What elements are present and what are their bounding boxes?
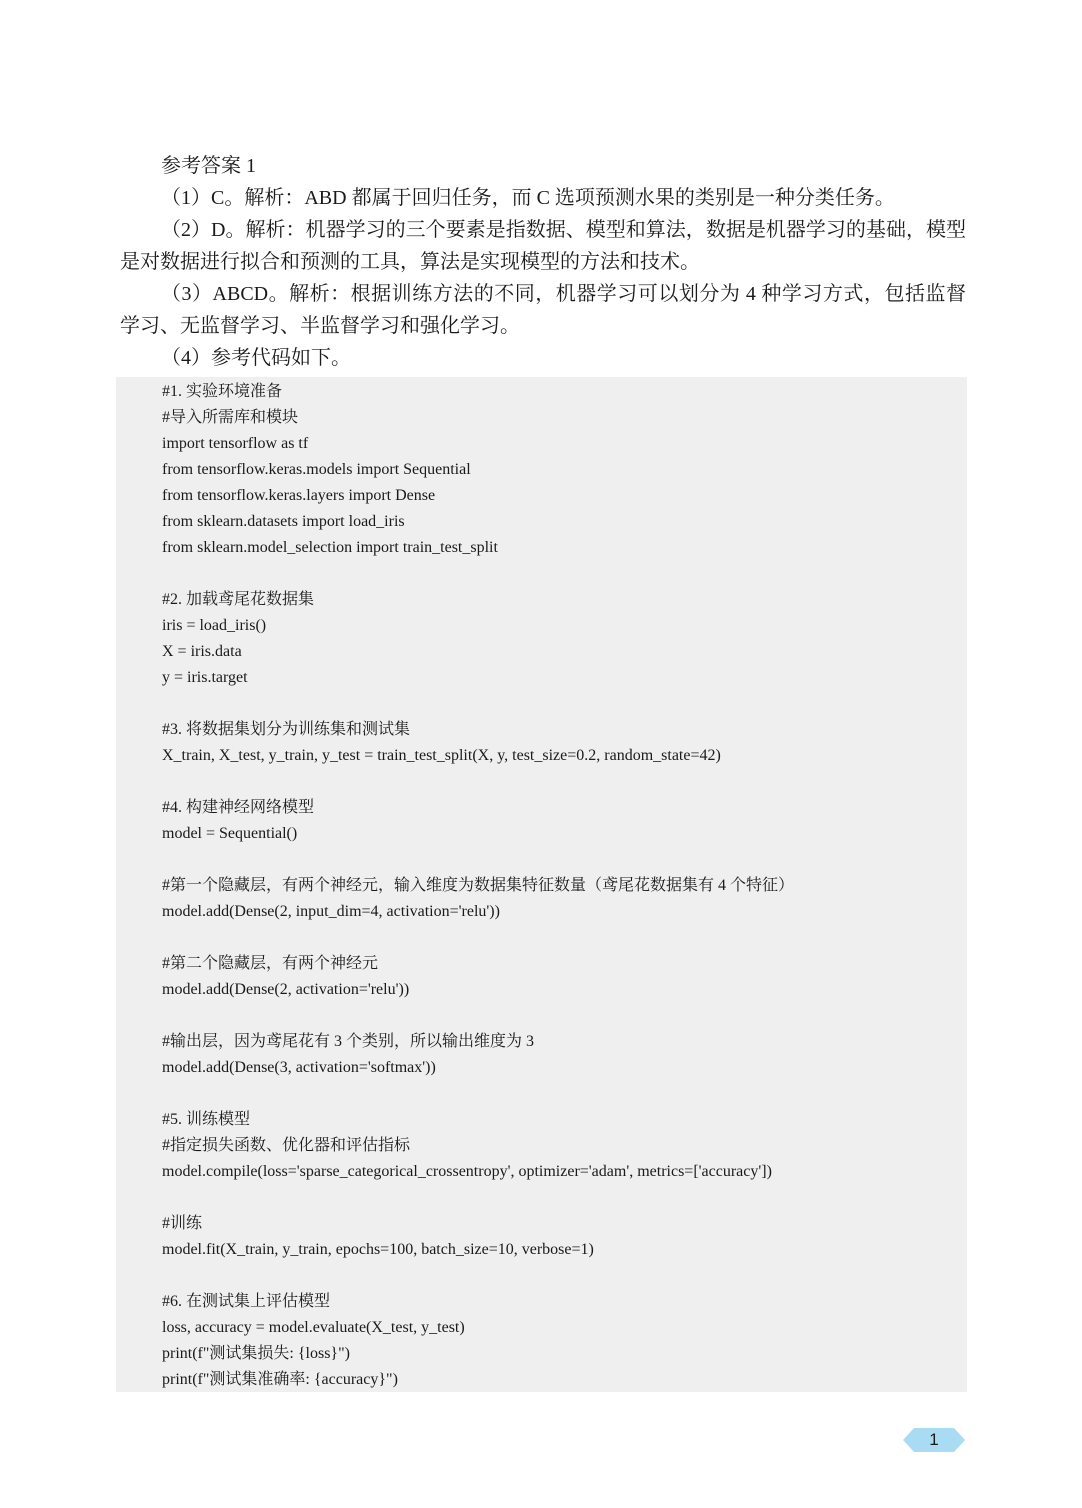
code-line: y = iris.target: [162, 669, 248, 686]
code-line: iris = load_iris(): [162, 617, 267, 634]
code-line: [162, 691, 967, 717]
code-line: [162, 1003, 967, 1029]
code-line: #5. 训练模型: [162, 1111, 251, 1128]
page-number: 1: [929, 1430, 939, 1449]
code-line: #输出层，因为鸢尾花有 3 个类别，所以输出维度为 3: [162, 1033, 535, 1050]
code-line: X_train, X_test, y_train, y_test = train_test_split(X, y, test_size=0.2, random_state=42): [162, 747, 721, 764]
answer-section: [120, 150, 966, 374]
answer-item-3: （3）ABCD。解析：根据训练方法的不同，机器学习可以划分为 4 种学习方式，包括监督学习、无监督学习、半监督学习和强化学习。: [120, 283, 966, 337]
code-line: model.add(Dense(2, activation='relu')): [162, 981, 410, 998]
code-line: #2. 加载鸢尾花数据集: [162, 591, 315, 608]
code-line: [162, 847, 967, 873]
code-line: model.add(Dense(2, input_dim=4, activation='relu')): [162, 903, 500, 920]
code-line: model.add(Dense(3, activation='softmax')): [162, 1059, 436, 1076]
code-line: #指定损失函数、优化器和评估指标: [162, 1137, 411, 1154]
code-line: #第一个隐藏层，有两个神经元，输入维度为数据集特征数量（鸢尾花数据集有 4 个特征）: [162, 877, 795, 894]
code-line: [162, 561, 967, 587]
page-number-badge: [903, 1428, 965, 1452]
answer-heading: 参考答案 1: [161, 155, 256, 177]
code-line: #训练: [162, 1215, 203, 1232]
answer-item-1: （1）C。解析：ABD 都属于回归任务，而 C 选项预测水果的类别是一种分类任务。: [161, 187, 895, 209]
code-line: #导入所需库和模块: [162, 409, 299, 426]
code-line: [162, 925, 967, 951]
code-line: from sklearn.model_selection import train_test_split: [162, 539, 498, 556]
code-line: print(f"测试集准确率: {accuracy}"): [162, 1371, 398, 1388]
code-line: model.fit(X_train, y_train, epochs=100, batch_size=10, verbose=1): [162, 1241, 594, 1258]
code-line: import tensorflow as tf: [162, 435, 309, 452]
code-line: from sklearn.datasets import load_iris: [162, 513, 405, 530]
code-line: #第二个隐藏层，有两个神经元: [162, 955, 379, 972]
code-line: #1. 实验环境准备: [162, 383, 283, 400]
code-line: #4. 构建神经网络模型: [162, 799, 315, 816]
code-line: #3. 将数据集划分为训练集和测试集: [162, 721, 411, 738]
code-line: [162, 769, 967, 795]
code-line: from tensorflow.keras.layers import Dense: [162, 487, 436, 504]
answer-item-2: （2）D。解析：机器学习的三个要素是指数据、模型和算法，数据是机器学习的基础，模型是对数据进行拟合和预测的工具，算法是实现模型的方法和技术。: [120, 219, 966, 273]
code-line: model = Sequential(): [162, 825, 298, 842]
code-block: [116, 377, 967, 1392]
code-line: loss, accuracy = model.evaluate(X_test, y_test): [162, 1319, 465, 1336]
code-line: print(f"测试集损失: {loss}"): [162, 1345, 350, 1362]
code-line: #6. 在测试集上评估模型: [162, 1293, 331, 1310]
code-line: from tensorflow.keras.models import Sequential: [162, 461, 471, 478]
code-line: [162, 1185, 967, 1211]
answer-item-4: （4）参考代码如下。: [161, 347, 351, 369]
code-line: model.compile(loss='sparse_categorical_crossentropy', optimizer='adam', metrics=['accuracy']): [162, 1163, 772, 1180]
code-line: [162, 1263, 967, 1289]
code-line: X = iris.data: [162, 643, 242, 660]
code-line: [162, 1081, 967, 1107]
